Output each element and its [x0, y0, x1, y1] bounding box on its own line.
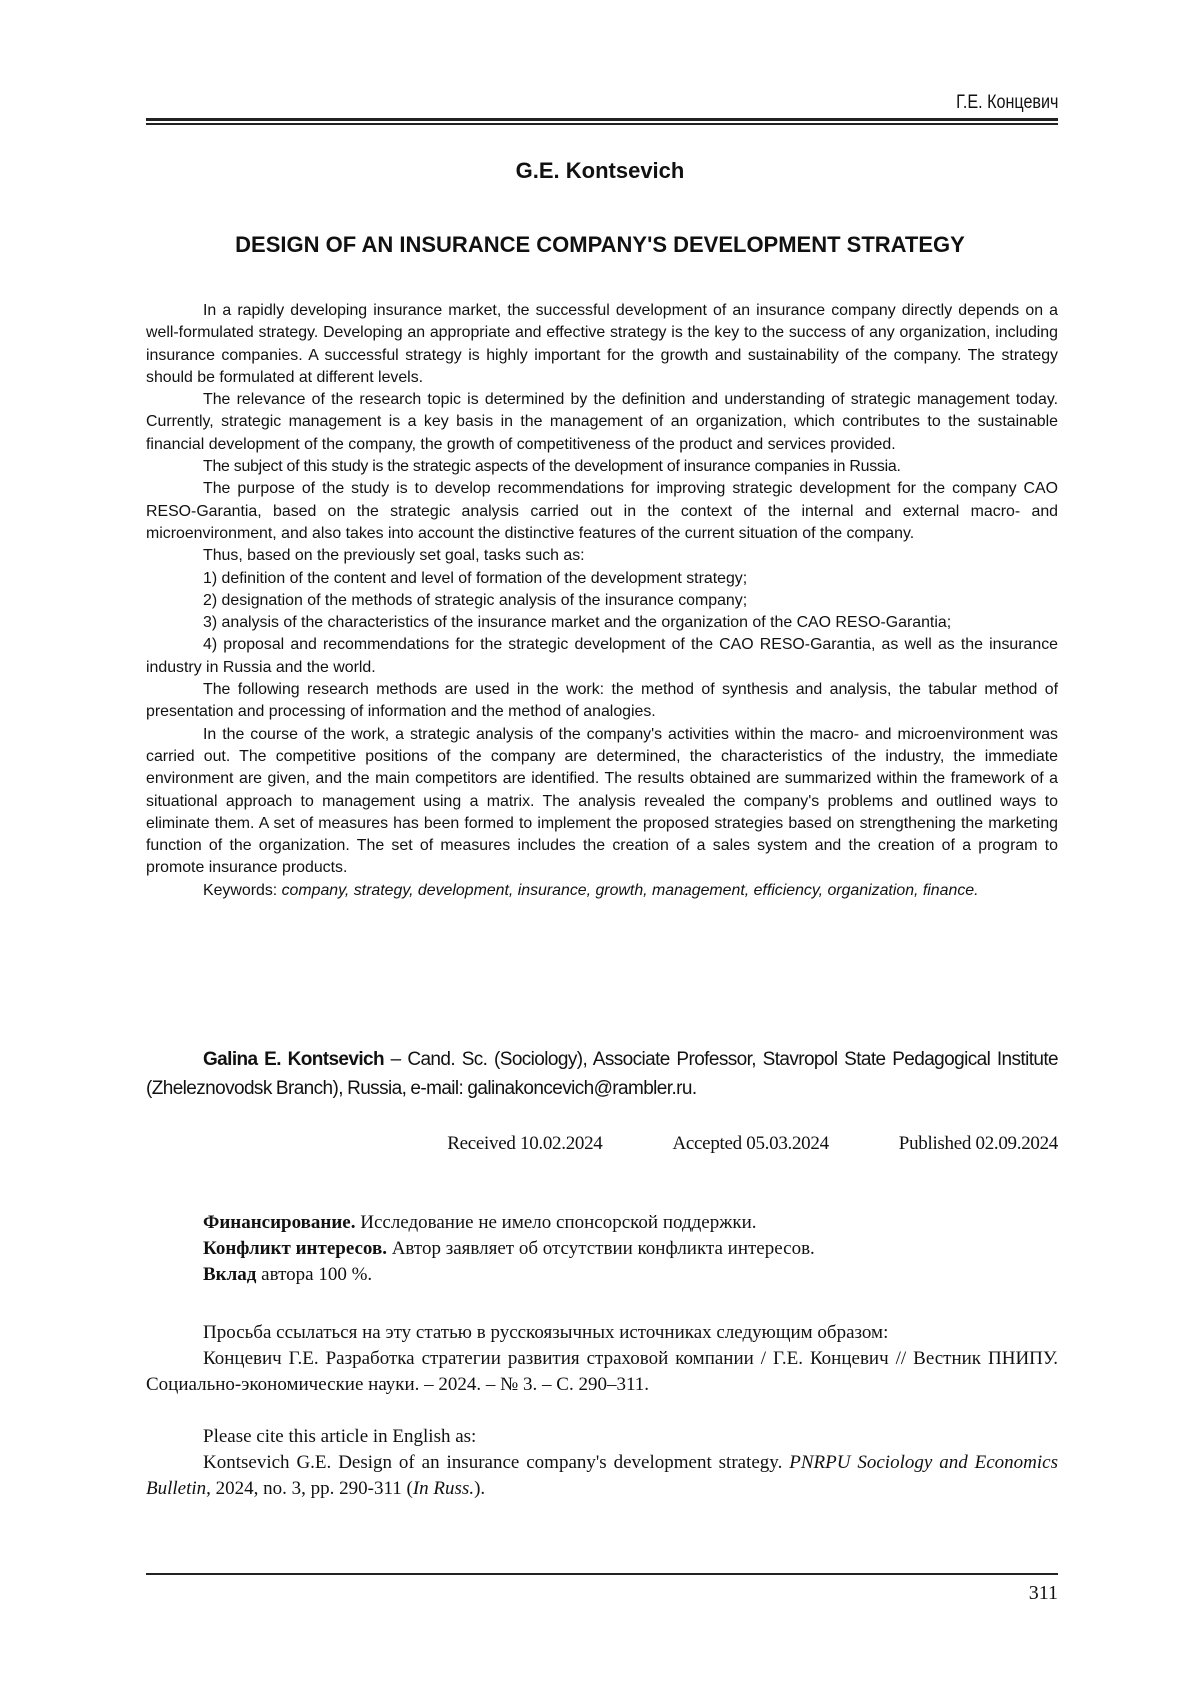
ref-mid: , 2024, no. 3, pp. 290-311 ( — [206, 1478, 413, 1499]
article-author: G.E. Kontsevich — [0, 158, 1200, 184]
keywords-label: Keywords: — [203, 882, 277, 899]
abstract-paragraph: The following research methods are used in the work: the method of synthesis and analysis, the tabular method of presentation and processing of information and the method of analogies. — [146, 679, 1058, 724]
ref-end: ). — [474, 1478, 485, 1499]
abstract — [146, 300, 1058, 902]
keywords-text: company, strategy, development, insurance, growth, management, efficiency, organization, finance. — [282, 882, 979, 899]
funding-block — [146, 1210, 1058, 1288]
received-date: Received 10.02.2024 — [447, 1133, 602, 1155]
published-date: Published 02.09.2024 — [899, 1133, 1058, 1155]
citation-russian — [146, 1320, 1058, 1398]
abstract-paragraph: 4) proposal and recommendations for the strategic development of the CAO RESO-Garantia, as well as the insurance industry in Russia and the world. — [146, 634, 1058, 679]
financing-label: Финансирование. — [203, 1212, 355, 1233]
citation-en-intro: Please cite this article in English as: — [146, 1424, 1058, 1450]
abstract-paragraph: The relevance of the research topic is determined by the definition and understanding of strategic management today. Currently, strategic management is a key basis in the management of an organization, which contributes to the sustainable financial development of the company, the growth of competitiveness of the product and services provided. — [146, 389, 1058, 456]
ref-start: Kontsevich G.E. Design of an insurance company's development strategy. — [203, 1452, 789, 1473]
ref-language: In Russ. — [413, 1478, 474, 1499]
citation-english — [146, 1424, 1058, 1502]
conflict-text: Автор заявляет об отсутствии конфликта интересов. — [387, 1238, 815, 1259]
page-number: 311 — [1029, 1582, 1058, 1605]
bio-name: Galina E. Kontsevich — [203, 1049, 384, 1070]
financing-text: Исследование не имело спонсорской поддержки. — [355, 1212, 756, 1233]
article-dates — [146, 1133, 1058, 1155]
journal-name: PNRPU Sociology and Economics Bulletin — [146, 1452, 1058, 1499]
running-head: Г.Е. Концевич — [956, 92, 1058, 114]
abstract-paragraph: The purpose of the study is to develop recommendations for improving strategic development for the company CAO RESO-Garantia, based on the strategic analysis carried out in the context of the internal and external macro- and microenvironment, and also takes into account the distinctive features of the current situation of the company. — [146, 478, 1058, 545]
author-bio — [146, 1045, 1058, 1103]
footer-rule — [146, 1573, 1058, 1575]
contribution-label: Вклад — [203, 1264, 256, 1285]
abstract-paragraph: Thus, based on the previously set goal, tasks such as: — [146, 545, 1058, 567]
abstract-paragraph: 3) analysis of the characteristics of the insurance market and the organization of the CAO RESO-Garantia; — [146, 612, 1058, 634]
header-rule — [146, 118, 1058, 125]
citation-en-reference — [146, 1450, 1058, 1502]
conflict-label: Конфликт интересов. — [203, 1238, 387, 1259]
abstract-paragraph: The subject of this study is the strategic aspects of the development of insurance companies in Russia. — [146, 456, 1058, 478]
article-title: DESIGN OF AN INSURANCE COMPANY'S DEVELOPMENT STRATEGY — [0, 232, 1200, 258]
abstract-paragraph: In the course of the work, a strategic analysis of the company's activities within the macro- and microenvironment was carried out. The competitive positions of the company are determined, the characteristics of the industry, the immediate environment are given, and the main competitors are identified. The results obtained are summarized within the framework of a situational approach to management using a matrix. The analysis revealed the company's problems and outlined ways to eliminate them. A set of measures has been formed to implement the proposed strategies based on strengthening the marketing function of the organization. The set of measures includes the creation of a sales system and the creation of a program to promote insurance products. — [146, 724, 1058, 880]
abstract-paragraph: In a rapidly developing insurance market, the successful development of an insurance company directly depends on a well-formulated strategy. Developing an appropriate and effective strategy is the key to the success of any organization, including insurance companies. A successful strategy is highly important for the growth and sustainability of the company. The strategy should be formulated at different levels. — [146, 300, 1058, 389]
abstract-paragraph: 2) designation of the methods of strategic analysis of the insurance company; — [146, 590, 1058, 612]
abstract-paragraph: 1) definition of the content and level of formation of the development strategy; — [146, 568, 1058, 590]
keywords — [146, 880, 1058, 902]
bio-text: – Cand. Sc. (Sociology), Associate Professor, Stavropol State Pedagogical Institute (Zheleznovodsk Branch), Russia, e-mail: galinakoncevich@rambler.ru. — [146, 1049, 1058, 1099]
citation-ru-intro: Просьба ссылаться на эту статью в русскоязычных источниках следующим образом: — [146, 1320, 1058, 1346]
contribution-text: автора 100 %. — [256, 1264, 372, 1285]
citation-ru-reference: Концевич Г.Е. Разработка стратегии развития страховой компании / Г.Е. Концевич // Вестник ПНИПУ. Социально-экономические науки. – 2024. – № 3. – С. 290–311. — [146, 1346, 1058, 1398]
accepted-date: Accepted 05.03.2024 — [673, 1133, 829, 1155]
